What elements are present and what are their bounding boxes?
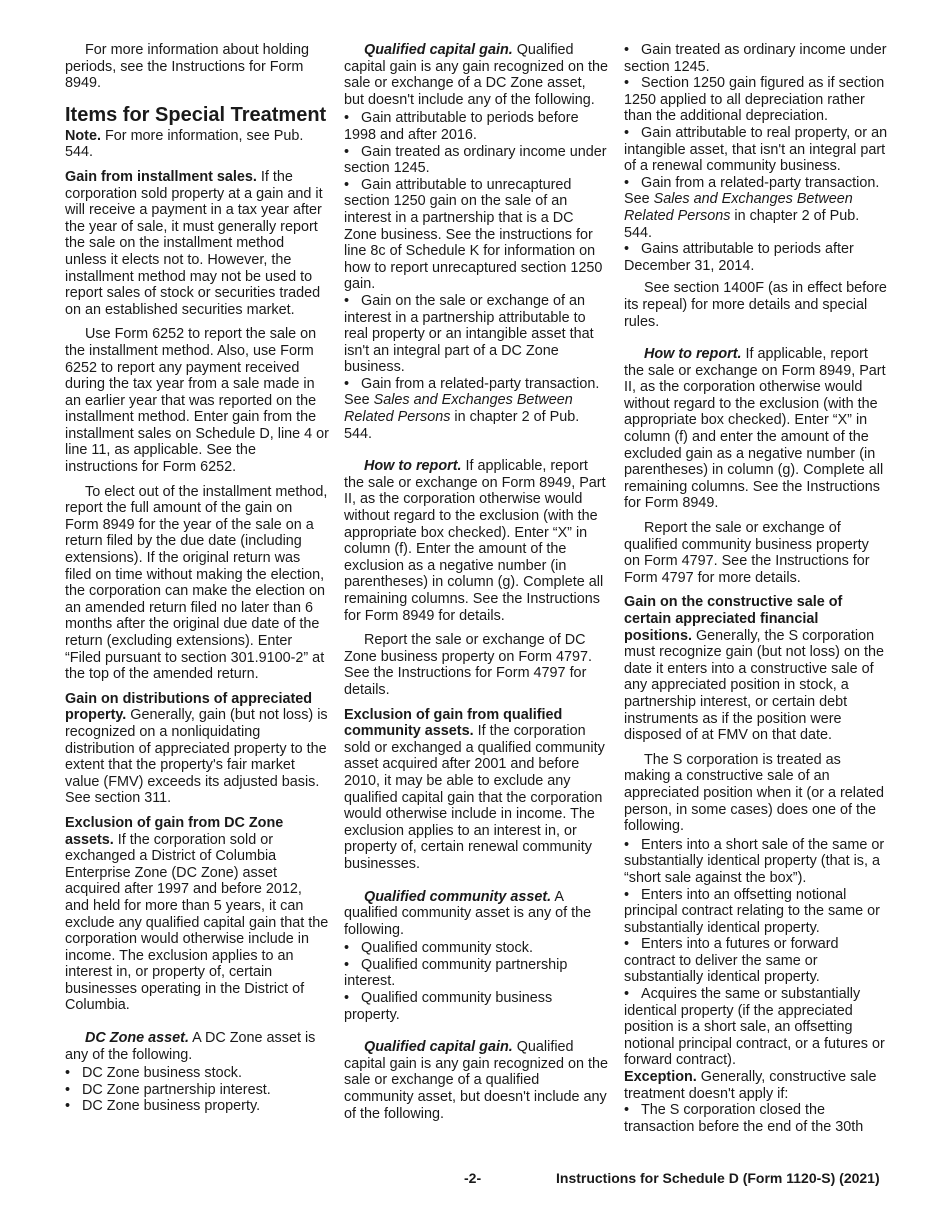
note-label: Note. xyxy=(65,127,101,144)
list-item: • Enters into a futures or forward contract to deliver the same or substantially identical property. xyxy=(624,936,839,986)
how-to-report-heading: How to report. xyxy=(364,458,462,475)
how-to-report-paragraph xyxy=(344,458,608,624)
exclusions-list xyxy=(624,42,888,274)
constructive-sale-paragraph xyxy=(624,594,888,743)
qualified-community-asset-list xyxy=(344,940,608,1023)
list-item: • Gains attributable to periods after December 31, 2014. xyxy=(624,241,854,274)
list-item: • DC Zone business property. xyxy=(65,1098,261,1115)
list-item: • Gain treated as ordinary income under section 1245. xyxy=(344,143,607,177)
qualified-capital-gain-2-heading: Qualified capital gain. xyxy=(364,1039,513,1056)
community-assets-heading: Exclusion of gain from qualified community assets. xyxy=(344,706,563,740)
exception-paragraph xyxy=(624,1069,888,1102)
distributions-paragraph xyxy=(65,691,329,807)
note-text: For more information, see Pub. 544. xyxy=(65,127,304,161)
holding-periods-paragraph: For more information about holding periods, see the Instructions for Form 8949. xyxy=(65,42,309,92)
list-item: • Qualified community stock. xyxy=(344,940,533,957)
qualified-community-asset-heading: Qualified community asset. xyxy=(364,888,552,905)
list-item: • Gain attributable to unrecaptured section 1250 gain on the sale of an interest in a partnership that is a DC Zone business. See the instructions for line 8c of Schedule K for information on how to report unrecaptured section 1250 gain. xyxy=(344,176,603,293)
qualified-capital-gain-2-paragraph xyxy=(344,1039,608,1122)
qualified-capital-gain-paragraph xyxy=(344,42,608,108)
exception-heading: Exception. xyxy=(624,1069,697,1086)
section-heading: Items for Special Treatment xyxy=(65,103,327,126)
distributions-text: Generally, gain (but not loss) is recognized on a nonliquidating distribution of appreciated property to the extent that the property's fair market value (FMV) exceeds its adjusted basis. See section 311. xyxy=(65,707,328,807)
community-assets-text: If the corporation sold or exchanged a qualified community asset acquired after 2001 and before 2010, it may be able to exclude any qualified capital gain that the corporation would otherwise include in income. The exclusion applies to an interest in, or property of, certain renewal community businesses. xyxy=(344,723,605,872)
list-item: • Gain attributable to real property, or an intangible asset, that isn't an integral part of a renewal community business. xyxy=(624,124,888,175)
column-1 xyxy=(65,42,329,1121)
dc-zone-heading: Exclusion of gain from DC Zone assets. xyxy=(65,814,284,848)
list-item: • Section 1250 gain figured as if section 1250 applied to all depreciation rather than the additional depreciation. xyxy=(624,75,885,125)
list-item: • DC Zone partnership interest. xyxy=(65,1081,271,1098)
installment-heading: Gain from installment sales. xyxy=(65,168,257,185)
section-1400f-paragraph: See section 1400F (as in effect before its repeal) for more details and special rules. xyxy=(624,280,887,330)
exception-text: Generally, constructive sale treatment doesn't apply if: xyxy=(624,1069,877,1102)
form-6252-paragraph: Use Form 6252 to report the sale on the installment method. Also, use Form 6252 to report any payment received during the tax year from a sale made in an earlier year that was reported on the installment method. Enter gain from the installment sales on Schedule D, line 4 or line 11, as applicable. See the instructions for Form 6252. xyxy=(65,326,329,476)
list-item: • Gain attributable to periods before 1998 and after 2016. xyxy=(344,110,579,143)
qualified-capital-gain-list xyxy=(344,110,608,442)
list-item: • Gain from a related-party transaction. See Sales and Exchanges Between Related Persons in chapter 2 of Pub. 544. xyxy=(344,375,600,442)
how-to-report-text: If applicable, report the sale or exchange on Form 8949, Part II, as the corporation otherwise would without regard to the exclusion (with the appropriate box checked). Enter “X” in column (f). Enter the amount of the exclusion as a negative number (in parentheses) in column (g). Complete all remaining columns. See the Instructions for Form 8949 for details. xyxy=(344,458,606,624)
dc-asset-list xyxy=(65,1065,329,1115)
dc-asset-heading: DC Zone asset. xyxy=(85,1030,189,1047)
constructive-sale-list xyxy=(624,837,888,1069)
note-paragraph xyxy=(65,128,329,161)
column-3 xyxy=(624,42,888,1141)
list-item: • Gain treated as ordinary income under section 1245. xyxy=(624,42,887,75)
qualified-community-asset-paragraph xyxy=(344,889,608,939)
page-footer xyxy=(0,1168,950,1188)
how-to-report-2-text: If applicable, report the sale or exchange on Form 8949, Part II, as the corporation otherwise would without regard to the exclusion (with the appropriate box checked). Enter “X” in column (f) and enter the amount of the excluded gain as a negative number (in parentheses) in column (g). Complete all remaining columns. See the Instructions for Form 8949. xyxy=(624,346,886,512)
column-2 xyxy=(344,42,608,1130)
qualified-capital-gain-heading: Qualified capital gain. xyxy=(364,42,513,58)
list-item: • Qualified community partnership interest. xyxy=(344,956,568,990)
list-item: • Qualified community business property. xyxy=(344,990,553,1023)
form-4797-paragraph: Report the sale or exchange of DC Zone business property on Form 4797. See the Instructions for Form 4797 for details. xyxy=(344,632,592,698)
distributions-heading: Gain on distributions of appreciated property. xyxy=(65,690,313,724)
list-item: • DC Zone business stock. xyxy=(65,1065,242,1082)
dc-zone-paragraph xyxy=(65,815,329,1014)
how-to-report-2-heading: How to report. xyxy=(644,346,742,363)
elect-out-paragraph: To elect out of the installment method, report the full amount of the gain on Form 8949 for the year of the sale on a return filed by the due date (including extensions). If the original return was filed on time without making the election, the corporation can make the election on an amended return filed no later than 6 months after the original due date of the return (excluding extensions). Enter “Filed pursuant to section 301.9100-2” at the top of the amended return. xyxy=(65,483,328,683)
qualified-community-asset-text: A qualified community asset is any of the following. xyxy=(344,888,592,938)
form-4797-2-paragraph: Report the sale or exchange of qualified community business property on Form 4797. See the Instructions for Form 4797 for more details. xyxy=(624,520,870,586)
page-number: -2- xyxy=(464,1170,482,1186)
installment-text: If the corporation sold property at a gain and it will receive a payment in a tax year after the year of sale, it must generally report the sale on the installment method unless it elects not to. However, the installment method may not be used to report sales of stock or securities traded on an established securities market. xyxy=(65,168,323,318)
qualified-capital-gain-text: Qualified capital gain is any gain recognized on the sale or exchange of a DC Zone asset, but doesn't include any of the following. xyxy=(344,42,609,108)
dc-asset-paragraph xyxy=(65,1030,329,1063)
list-item: • Gain from a related-party transaction. See Sales and Exchanges Between Related Persons in chapter 2 of Pub. 544. xyxy=(624,174,880,241)
dc-zone-text: If the corporation sold or exchanged a District of Columbia Enterprise Zone (DC Zone) asset acquired after 1997 and before 2012, and held for more than 5 years, it can exclude any qualified capital gain that the corporation would otherwise include in income. The exclusion applies to an interest in, or property of, certain businesses operating in the District of Columbia. xyxy=(65,831,329,1014)
installment-paragraph xyxy=(65,169,329,318)
community-assets-paragraph xyxy=(344,707,608,873)
list-item: • Enters into an offsetting notional principal contract relating to the same or substantially identical property. xyxy=(624,886,880,936)
qualified-capital-gain-2-text: Qualified capital gain is any gain recognized on the sale or exchange of a qualified community asset, but doesn't include any of the following. xyxy=(344,1039,609,1122)
list-item: • The S corporation closed the transaction before the end of the 30th xyxy=(624,1102,864,1135)
constructive-sale-text: Generally, the S corporation must recognize gain (but not loss) on the date it enters into a constructive sale of any appreciated position in stock, a partnership interest, or certain debt instruments as if the position were disposed of at FMV on that date. xyxy=(624,627,884,744)
constructive-sale-heading: Gain on the constructive sale of certain appreciated financial positions. xyxy=(624,594,843,644)
how-to-report-2-paragraph xyxy=(624,346,888,512)
list-item: • Enters into a short sale of the same or substantially identical property (that is, a “short sale against the box”). xyxy=(624,836,885,886)
treated-as-paragraph: The S corporation is treated as making a constructive sale of an appreciated position when it (or a related person, in some cases) does one of the following. xyxy=(624,751,884,835)
list-item: • Acquires the same or substantially identical property (if the appreciated position is a short sale, an offsetting notional principal contract, or a futures or forward contract). xyxy=(624,986,885,1069)
dc-asset-text: A DC Zone asset is any of the following. xyxy=(65,1030,316,1063)
list-item: • Gain on the sale or exchange of an interest in a partnership attributable to real property or an intangible asset that isn't an integral part of a DC Zone business. xyxy=(344,292,594,376)
document-title: Instructions for Schedule D (Form 1120-S) (2021) xyxy=(556,1170,880,1186)
exception-list xyxy=(624,1102,888,1135)
